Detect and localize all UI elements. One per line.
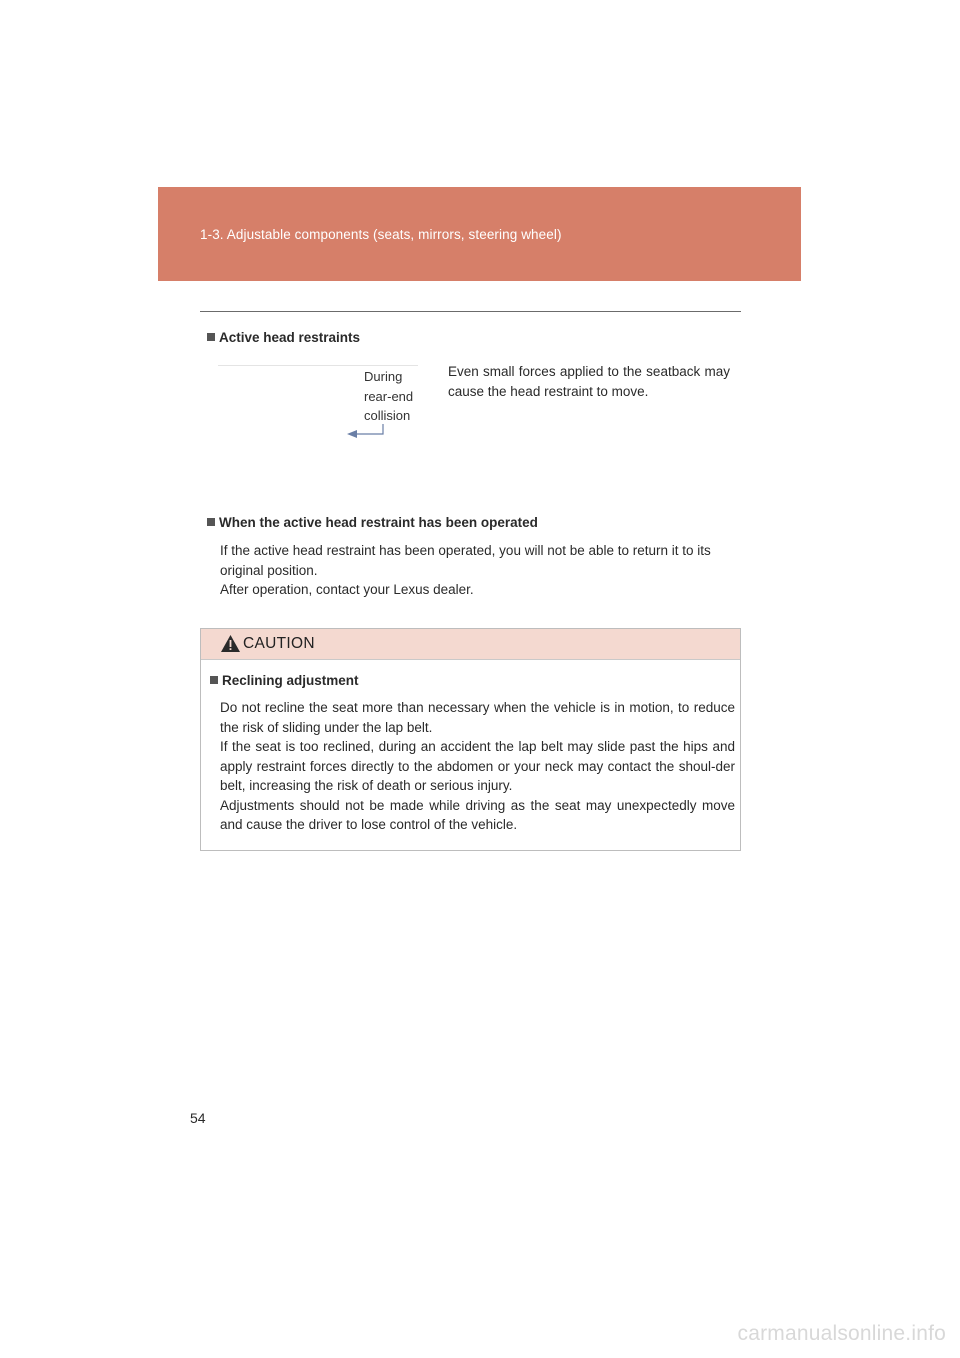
operated-body	[220, 541, 736, 600]
figure-label-line: rear-end	[364, 388, 414, 404]
section-title: 1-3. Adjustable components (seats, mirrors, steering wheel)	[200, 227, 562, 242]
movement-arrow-icon	[346, 423, 386, 439]
head-restraint-figure	[218, 365, 428, 450]
caution-title: CAUTION	[243, 635, 315, 652]
page-number: 54	[190, 1110, 206, 1126]
figure-label-line: During	[364, 369, 403, 384]
warning-triangle-icon	[220, 634, 241, 653]
caution-box	[200, 628, 741, 851]
caution-paragraph: Do not recline the seat more than necessary when the vehicle is in motion, to reduce the risk of sliding under the lap belt.	[220, 700, 735, 735]
active-head-restraints-heading	[207, 330, 360, 345]
active-head-description: Even small forces applied to the seatback may cause the head restraint to move.	[448, 364, 730, 399]
operated-paragraph: After operation, contact your Lexus dealer.	[220, 582, 474, 597]
watermark: carmanualsonline.info	[737, 1322, 946, 1345]
square-bullet-icon	[207, 518, 215, 526]
caution-header	[201, 629, 740, 660]
operated-paragraph: If the active head restraint has been operated, you will not be able to return it to its original position.	[220, 543, 711, 578]
operated-title: When the active head restraint has been operated	[219, 515, 538, 530]
figure-label	[364, 367, 413, 426]
section-header-band	[158, 187, 801, 281]
figure-top-line	[218, 365, 418, 366]
square-bullet-icon	[207, 333, 215, 341]
reclining-adjustment-title: Reclining adjustment	[222, 673, 359, 688]
reclining-adjustment-heading	[210, 673, 359, 688]
operated-heading	[207, 515, 538, 530]
active-head-restraints-title: Active head restraints	[219, 330, 361, 345]
top-divider	[200, 311, 741, 312]
square-bullet-icon	[210, 676, 218, 684]
figure-label-line: collision	[364, 408, 411, 423]
caution-paragraph: Adjustments should not be made while driving as the seat may unexpectedly move and cause the driver to lose control of the vehicle.	[220, 797, 735, 832]
caution-paragraph: If the seat is too reclined, during an accident the lap belt may slide past the hips and apply restraint forces directly to the abdomen or your neck may contact the shoul-der belt, increasing the risk of death or serious injury.	[220, 739, 735, 793]
caution-body	[220, 698, 735, 835]
